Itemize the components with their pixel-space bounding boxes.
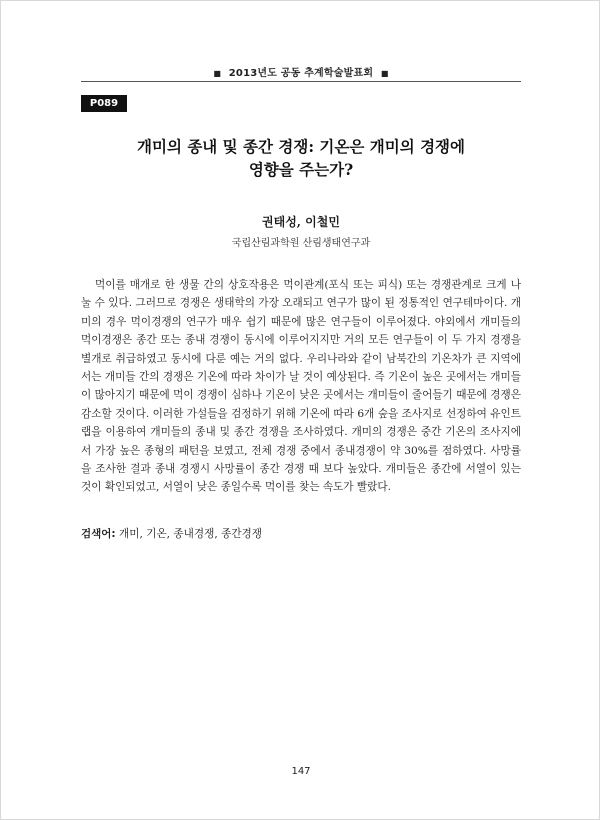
- paper-title-line-1: 개미의 종내 및 종간 경쟁: 기온은 개미의 경쟁에: [137, 137, 465, 156]
- page-number: 147: [291, 766, 311, 777]
- header-bullet-right: ■: [380, 69, 389, 78]
- keywords-list: 개미, 기온, 종내경쟁, 종간경쟁: [119, 528, 263, 540]
- abstract-text: 먹이를 매개로 한 생물 간의 상호작용은 먹이관계(포식 또는 피식) 또는 경쟁관계로 크게 나눌 수 있다. 그러므로 경쟁은 생태학의 가장 오래되고 연구가 많이 된 정통적인 연구테마이다. 개미의 경우 먹이경쟁의 연구가 매우 쉽기 때문에 많은 연구들이 이루어졌다. 야외에서 개미들의 먹이경쟁은 종간 또는 종내 경쟁이 동시에 이루어지지만 거의 모든 연구들이 이 두 가지 경쟁을 별개로 취급하였고 동시에 다룬 예는 거의 없다. 우리나라와 같이 남북간의 기온차가 큰 지역에서는 개미들 간의 경쟁은 기온에 따라 차이가 날 것이 예상된다. 즉 기온이 높은 곳에서는 개미들이 많아지기 때문에 먹이 경쟁이 심하나 기온이 낮은 곳에서는 개미들이 줄어들기 때문에 경쟁은 감소할 것이다. 이러한 가설들을 검정하기 위해 기온에 따라 6개 숲을 조사지로 선정하여 유인트랩을 이용하여 개미들의 종내 및 종간 경쟁을 조사하였다. 개미의 경쟁은 중간 기온의 조사지에서 가장 높은 종형의 패턴을 보였고, 전체 경쟁 중에서 종내경쟁이 약 30%를 점하였다. 사망률을 조사한 결과 종내 경쟁시 사망률이 종간 경쟁 때 보다 높았다. 개미들은 종간에 서열이 있는 것이 확인되었고, 서열이 낮은 종일수록 먹이를 찾는 속도가 빨랐다.: [81, 279, 521, 494]
- header-bullet-left: ■: [213, 69, 222, 78]
- keywords: [81, 526, 521, 541]
- paper-code-badge: P089: [81, 95, 127, 112]
- paper-authors: 권태성, 이철민: [262, 215, 340, 229]
- paper-title: [81, 135, 521, 181]
- paper-affiliation: 국립산림과학원 산림생태연구과: [231, 238, 371, 249]
- abstract: [81, 276, 521, 497]
- conference-header: [81, 64, 521, 79]
- conference-title: 2013년도 공동 추계학술발표회: [228, 68, 374, 79]
- paper-title-line-2: 영향을 주는가?: [248, 160, 354, 179]
- header-divider: [81, 81, 521, 82]
- keywords-label: 검색어:: [81, 528, 116, 540]
